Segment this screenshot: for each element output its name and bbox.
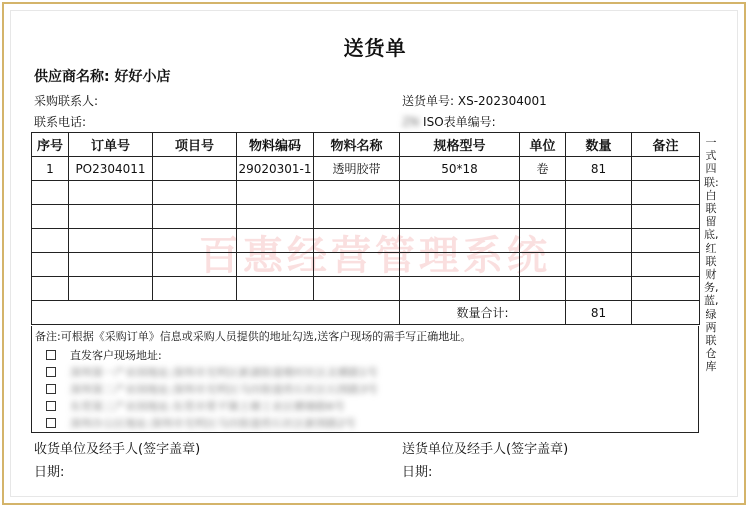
header-spec: 规格型号: [400, 133, 520, 157]
address-option-label: 深圳办公区地址:深圳市光明区马田街道将石社区新围路2号: [70, 417, 356, 430]
table-cell: [400, 181, 520, 205]
watermark: 百惠经营管理系统: [199, 233, 551, 279]
header-unit: 单位: [520, 133, 566, 157]
delivery-no-label: 送货单号:: [402, 94, 455, 108]
total-value: 81: [566, 301, 632, 325]
table-cell: [632, 277, 700, 301]
iso-form-no: [402, 113, 496, 130]
table-cell: [32, 229, 69, 253]
supplier-value: 好好小店: [114, 69, 171, 85]
table-cell: [314, 181, 400, 205]
table-cell: 81: [566, 157, 632, 181]
table-total-row: [32, 301, 700, 325]
iso-prefix: ZN: [402, 115, 420, 129]
table-cell: [520, 181, 566, 205]
notes-text: 备注:可根据《采购订单》信息或采购人员提供的地址勾选,送客户现场的需手写正确地址。: [35, 330, 472, 343]
table-cell: [520, 229, 566, 253]
table-cell: 卷: [520, 157, 566, 181]
checkbox[interactable]: [46, 350, 56, 360]
table-cell: 29020301-1: [237, 157, 314, 181]
table-row: [32, 229, 700, 253]
sender-signature: 送货单位及经手人(签字盖章): [402, 442, 569, 457]
checkbox[interactable]: [46, 401, 56, 411]
checkbox[interactable]: [46, 418, 56, 428]
checkbox[interactable]: [46, 367, 56, 377]
table-cell: PO2304011: [69, 157, 153, 181]
table-cell: [32, 277, 69, 301]
table-cell: [69, 205, 153, 229]
table-row: [32, 157, 700, 181]
table-cell: [69, 253, 153, 277]
table-cell: [632, 205, 700, 229]
table-cell: [153, 277, 237, 301]
header-order-no: 订单号: [69, 133, 153, 157]
header-project-no: 项目号: [153, 133, 237, 157]
table-cell: [237, 205, 314, 229]
table-cell: [153, 181, 237, 205]
table-row: [32, 181, 700, 205]
table-cell: [237, 181, 314, 205]
table-cell: [400, 205, 520, 229]
table-cell: [153, 253, 237, 277]
table-cell: [69, 181, 153, 205]
table-cell: [520, 277, 566, 301]
purchase-contact-label: 采购联系人:: [34, 94, 99, 108]
total-remark-cell: [632, 301, 700, 325]
iso-label: ISO表单编号:: [423, 115, 496, 129]
table-cell: [69, 277, 153, 301]
table-cell: [314, 205, 400, 229]
table-cell: [314, 253, 400, 277]
table-cell: [400, 277, 520, 301]
delivery-no-value: XS-202304001: [457, 94, 547, 108]
table-row: [32, 205, 700, 229]
address-option[interactable]: [46, 398, 345, 414]
phone-label: 联系电话:: [34, 115, 87, 129]
delivery-table: [31, 132, 700, 325]
receiver-date: 日期:: [34, 465, 65, 480]
table-cell: [32, 205, 69, 229]
supplier-name: [34, 66, 170, 86]
table-cell: [237, 253, 314, 277]
table-cell: [566, 205, 632, 229]
table-cell: [400, 253, 520, 277]
table-cell: [632, 253, 700, 277]
table-cell: [32, 253, 69, 277]
header-remark: 备注: [632, 133, 700, 157]
address-option-label: 深圳第一产业园地址:深圳市光明区新湖街道楼村社区北横路1号: [70, 366, 378, 379]
table-cell: [32, 181, 69, 205]
table-cell: [632, 181, 700, 205]
table-cell: [237, 229, 314, 253]
table-cell: [566, 181, 632, 205]
supplier-label: 供应商名称:: [34, 69, 110, 85]
table-cell: [566, 229, 632, 253]
table-cell: [314, 277, 400, 301]
checkbox[interactable]: [46, 384, 56, 394]
table-row: [32, 253, 700, 277]
table-cell: 透明胶带: [314, 157, 400, 181]
delivery-no: [402, 92, 547, 109]
table-cell: [566, 277, 632, 301]
address-option[interactable]: [46, 415, 356, 431]
total-empty-cell: [32, 301, 400, 325]
table-cell: [69, 229, 153, 253]
table-header-row: [32, 133, 700, 157]
header-index: 序号: [32, 133, 69, 157]
address-option-label: 深圳第二产业园地址:深圳市光明区马田街道将石社区石围路3号: [70, 383, 378, 396]
table-cell: 50*18: [400, 157, 520, 181]
table-cell: [153, 157, 237, 181]
table-cell: [237, 277, 314, 301]
receiver-signature: 收货单位及经手人(签字盖章): [34, 442, 201, 457]
page-title: 送货单: [343, 36, 407, 60]
address-option-label: 直发客户现场地址:: [70, 349, 162, 362]
copies-note: 一式四联:白联留底,红联财务,蓝,绿两联仓库: [704, 136, 719, 374]
table-cell: 1: [32, 157, 69, 181]
notes-section: [31, 326, 699, 433]
sender-date: 日期:: [402, 465, 433, 480]
table-row: [32, 277, 700, 301]
table-cell: [520, 253, 566, 277]
header-quantity: 数量: [566, 133, 632, 157]
header-material-name: 物料名称: [314, 133, 400, 157]
address-option[interactable]: [46, 347, 162, 363]
address-option-label: 东莞第三产业园地址:东莞市常平镇土塘工业区横塘路6号: [70, 400, 345, 413]
table-cell: [632, 229, 700, 253]
table-cell: [520, 205, 566, 229]
table-cell: [314, 229, 400, 253]
table-cell: [153, 229, 237, 253]
table-cell: [632, 157, 700, 181]
table-cell: [400, 229, 520, 253]
table-cell: [566, 253, 632, 277]
address-option[interactable]: [46, 364, 378, 380]
table-cell: [153, 205, 237, 229]
total-label: 数量合计:: [400, 301, 566, 325]
header-material-code: 物料编码: [237, 133, 314, 157]
address-option[interactable]: [46, 381, 378, 397]
